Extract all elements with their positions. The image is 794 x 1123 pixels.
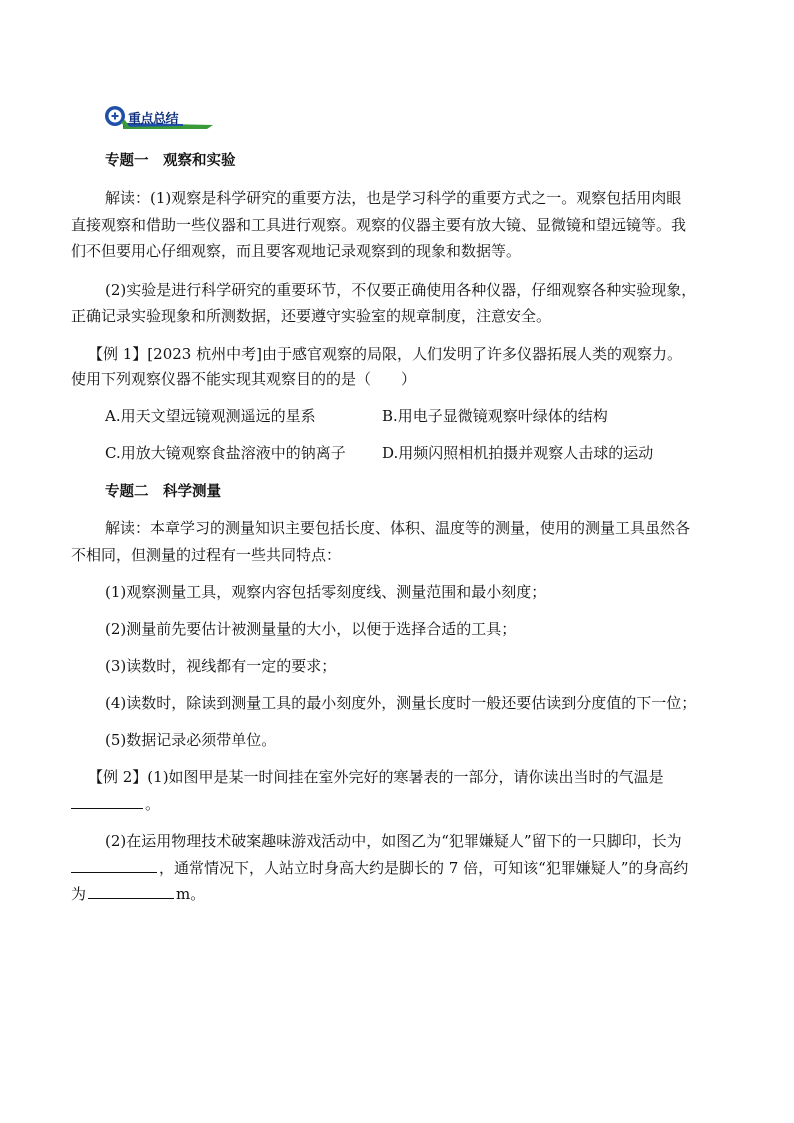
example-2-line-2-end: 。 [145,795,161,813]
example-2-part-2-line-3 [71,884,205,904]
example-2-part-2-line-3-end: m。 [176,885,206,903]
option-b: B.用电子显微镜观察叶绿体的结构 [382,407,608,425]
section-2-para-1-line-2: 不相同，但测量的过程有一些共同特点： [71,546,342,564]
answer-blank-footprint-length[interactable] [71,858,157,873]
magnifier-plus-icon [103,104,131,130]
answer-blank-height[interactable] [88,884,174,899]
example-2-line-2 [71,794,160,814]
example-2-part-2-line-1: (2)在运用物理技术破案趣味游戏活动中，如图乙为“犯罪嫌疑人”留下的一只脚印，长为 [105,832,682,850]
section-2-item-4: (4)读数时，除读到测量工具的最小刻度外，测量长度时一般还要估读到分度值的下一位； [105,694,697,712]
section-2-item-5: (5)数据记录必须带单位。 [105,731,277,749]
example-2-part-2-line-2-text: ，通常情况下，人站立时身高大约是脚长的 7 倍，可知该“犯罪嫌疑人”的身高约 [159,859,689,877]
section-1-para-1-line-1: 解读：(1)观察是科学研究的重要方法，也是学习科学的重要方式之一。观察包括用肉眼 [105,189,682,207]
section-2-item-2: (2)测量前先要估计被测量量的大小，以便于选择合适的工具； [105,620,517,638]
section-2-para-1-line-1: 解读：本章学习的测量知识主要包括长度、体积、温度等的测量，使用的测量工具虽然各 [105,519,691,537]
option-a: A.用天文望远镜观测遥远的星系 [105,407,316,425]
option-c: C.用放大镜观察食盐溶液中的钠离子 [105,444,346,462]
section-1-para-2-line-1: (2)实验是进行科学研究的重要环节，不仅要正确使用各种仪器，仔细观察各种实验现象， [105,281,697,299]
section-2-item-3: (3)读数时，视线都有一定的要求； [105,657,337,675]
section-2-item-1: (1)观察测量工具，观察内容包括零刻度线、测量范围和最小刻度； [105,583,547,601]
option-d: D.用频闪照相机拍摄并观察人击球的运动 [382,444,654,462]
section-badge [103,104,213,130]
example-2-part-2-line-2 [71,858,688,878]
answer-blank-temperature[interactable] [71,794,143,809]
badge-label: 重点总结 [128,112,179,127]
section-1-title: 专题一 观察和实验 [105,153,236,169]
example-2-line-1: 【例 2】(1)如图甲是某一时间挂在室外完好的寒暑表的一部分，请你读出当时的气温是 [88,768,664,786]
example-2-part-2-line-3-start: 为 [71,885,87,903]
section-1-para-1-line-2: 直接观察和借助一些仪器和工具进行观察。观察的仪器主要有放大镜、显微镜和望远镜等。我 [71,216,687,234]
example-1-line-1: 【例 1】[2023 杭州中考]由于感官观察的局限，人们发明了许多仪器拓展人类的观察力。 [88,345,682,363]
example-1-line-2: 使用下列观察仪器不能实现其观察目的的是（ ） [71,370,417,388]
section-2-title: 专题二 科学测量 [105,484,221,500]
section-1-para-1-line-3: 们不但要用心仔细观察，而且要客观地记录观察到的现象和数据等。 [71,242,522,260]
section-1-para-2-line-2: 正确记录实验现象和所测数据，还要遵守实验室的规章制度，注意安全。 [71,307,552,325]
